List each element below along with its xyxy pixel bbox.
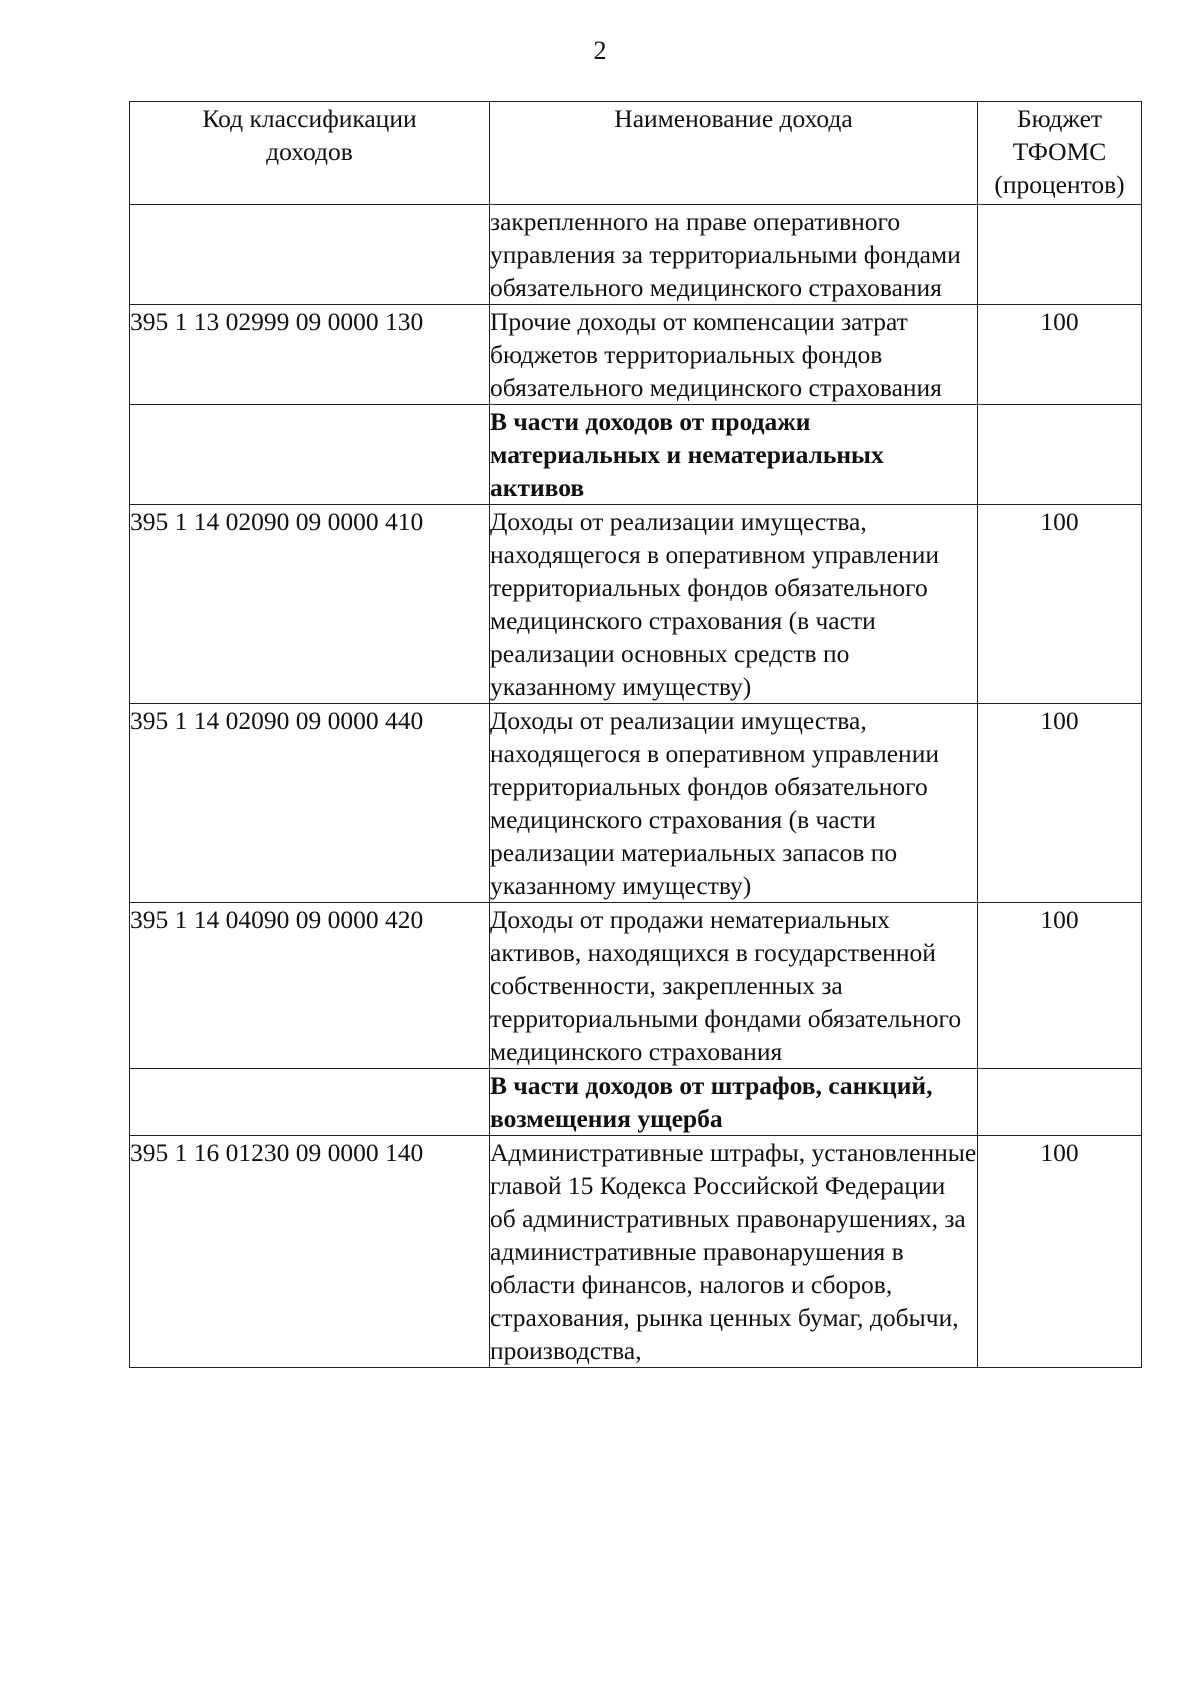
section-row <box>130 1069 1142 1136</box>
cell-code: 395 1 13 02999 09 0000 130 <box>130 305 490 405</box>
section-row <box>130 405 1142 505</box>
cell-section-title: В части доходов от продажи материальных и нематериальных активов <box>490 405 978 505</box>
cell-share: 100 <box>978 505 1142 704</box>
cell-share: 100 <box>978 305 1142 405</box>
cell-name: Прочие доходы от компенсации затрат бюджетов территориальных фондов обязательного медицинского страхования <box>490 305 978 405</box>
cell-code <box>130 405 490 505</box>
cell-code <box>130 1069 490 1136</box>
cell-share: 100 <box>978 903 1142 1069</box>
cell-share <box>978 405 1142 505</box>
cell-code <box>130 205 490 305</box>
table-row <box>130 305 1142 405</box>
cell-name: Административные штрафы, установленные главой 15 Кодекса Российской Федерации об административных правонарушениях, за административные правонарушения в области финансов, налогов и сборов, страхования, рынка ценных бумаг, добычи, производства, <box>490 1136 978 1368</box>
table-row <box>130 704 1142 903</box>
table-row <box>130 205 1142 305</box>
cell-section-title: В части доходов от штрафов, санкций, возмещения ущерба <box>490 1069 978 1136</box>
cell-name: Доходы от реализации имущества, находящегося в оперативном управлении территориальных фондов обязательного медицинского страхования (в части реализации материальных запасов по указанному имуществу) <box>490 704 978 903</box>
cell-share: 100 <box>978 1136 1142 1368</box>
page-number: 2 <box>593 36 607 65</box>
table-row <box>130 505 1142 704</box>
cell-share <box>978 1069 1142 1136</box>
cell-code: 395 1 14 04090 09 0000 420 <box>130 903 490 1069</box>
cell-code: 395 1 14 02090 09 0000 410 <box>130 505 490 704</box>
cell-name: Доходы от реализации имущества, находящегося в оперативном управлении территориальных фондов обязательного медицинского страхования (в части реализации основных средств по указанному имуществу) <box>490 505 978 704</box>
header-name: Наименование дохода <box>490 102 978 205</box>
cell-share <box>978 205 1142 305</box>
table-body <box>130 205 1142 1368</box>
table-row <box>130 1136 1142 1368</box>
cell-share: 100 <box>978 704 1142 903</box>
cell-code: 395 1 14 02090 09 0000 440 <box>130 704 490 903</box>
header-code: Код классификации доходов <box>130 102 490 205</box>
cell-name: Доходы от продажи нематериальных активов, находящихся в государственной собственности, закрепленных за территориальными фондами обязательного медицинского страхования <box>490 903 978 1069</box>
header-budget: Бюджет ТФОМС (процентов) <box>978 102 1142 205</box>
table-header-row <box>130 102 1142 205</box>
revenue-table <box>129 101 1142 1368</box>
cell-name: закрепленного на праве оперативного управления за территориальными фондами обязательного медицинского страхования <box>490 205 978 305</box>
table-row <box>130 903 1142 1069</box>
cell-code: 395 1 16 01230 09 0000 140 <box>130 1136 490 1368</box>
